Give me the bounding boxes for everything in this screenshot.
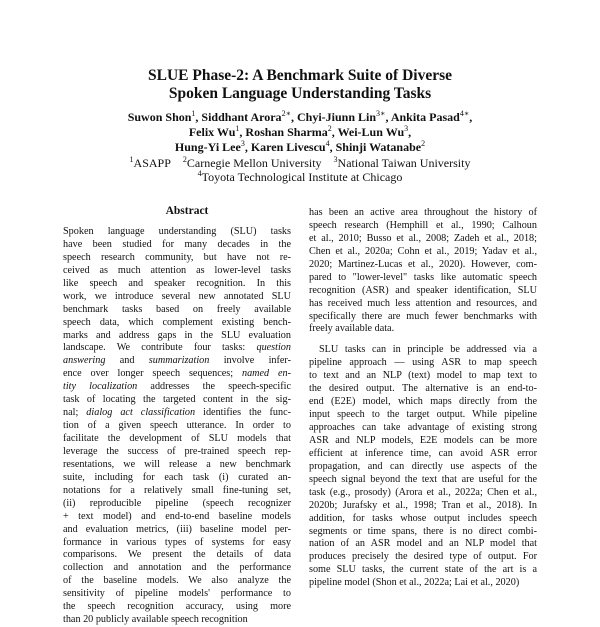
text-line: freely available data. [309, 323, 395, 335]
text-line: notations for a relatively small fine-tuning set, [63, 484, 291, 496]
text-line: et al., 2010; Busso et al., 2008; Zadeh et al., 2018; [309, 232, 537, 244]
text-line: produces precisely the desired type of output. For [309, 551, 537, 563]
author-line-1: Suwon Shon$^1$, Siddhant Arora$^{2∗}$, Chyi-Jiunn Lin$^{3∗}$, Ankita Pasad$^{4∗}$, [127, 109, 473, 124]
author-name: Shinji Watanabe [335, 140, 422, 154]
paragraph-gap [309, 336, 537, 344]
affiliation-mark: 2 [182, 155, 187, 164]
affiliation-mark: 3 [333, 155, 338, 164]
text-line: pipeline approach — using ASR to map speech [309, 357, 537, 369]
author-name: Wei-Lun Wu [337, 125, 405, 139]
text-line: suite, including for each task (i) curated an- [63, 471, 291, 483]
author-name: Felix Wu [188, 125, 236, 139]
author-line-3: Hung-Yi Lee$^3$, Karen Livescu$^4$, Shinji Watanabe$^2$ [174, 139, 426, 154]
author-affiliation-mark: 2∗ [281, 109, 291, 118]
text-line: addition, for tasks whose output includes speech [309, 512, 537, 524]
text-line: ASR and NLP models, E2E models can be more [309, 434, 537, 446]
text-line: leverage the success of pre-trained speech rep- [63, 445, 291, 457]
text-line: 2020b; Jurafsky et al., 1998; Tran et al., 2018). In [309, 499, 537, 511]
abstract-body [63, 226, 291, 627]
affiliation-name: Carnegie Mellon University [186, 156, 322, 170]
author-name: Karen Livescu [250, 140, 326, 154]
text-line: (ii) reproducible pipeline (speech recognizer [63, 497, 291, 509]
text-line: Chen et al., 2020a; Cohn et al., 2019; Yadav et al., [309, 245, 537, 257]
text-line: like speech and speaker recognition. In this [63, 277, 291, 289]
author-name: Hung-Yi Lee [174, 140, 241, 154]
text-line: facilitate the development of SLU models that [63, 433, 291, 444]
author-affiliation-mark: 3 [240, 139, 245, 148]
text-line: marks and address gaps in the SLU evaluation [63, 329, 291, 341]
affiliation-name: National Taiwan University [337, 156, 471, 170]
text-line: end (E2E) model, which maps directly from the [309, 396, 537, 408]
text-line: pipeline model (Shon et al., 2022a; Lai et al., 2020) [309, 577, 520, 589]
author-name: Ankita Pasad [390, 110, 460, 124]
author-affiliation-mark: 3 [404, 124, 409, 133]
affiliation-line-1 [80, 156, 520, 170]
text-line: task of locating the targeted content in the sig- [63, 394, 291, 406]
right-column-body [309, 207, 537, 590]
text-line: formance in various types of systems for easy [63, 536, 291, 548]
text-line: input speech to the target output. While pipeline [309, 409, 537, 421]
text-line: have been studied for many decades in the [63, 238, 291, 250]
affiliation-name: ASAPP [133, 156, 171, 170]
paper-title-line-2: Spoken Language Understanding Tasks [168, 85, 432, 102]
text-line: has received much less attention and resources, and [309, 297, 537, 309]
text-line: the speech recognition accuracy, using more [63, 601, 291, 613]
author-affiliation-mark: 2 [327, 124, 332, 133]
text-line: SLU tasks can in principle be addressed via a [319, 344, 537, 356]
text-line: segments or time spans, there is no direct combi- [309, 525, 537, 537]
text-line: of the baseline models. We also analyze the [63, 575, 291, 587]
text-line: speech research (Hemphill et al., 1990; Calhoun [309, 219, 537, 231]
text-line: specifically there are much fewer benchmarks with [309, 310, 537, 322]
text-line: the desired output. The alternative is an end-to- [309, 383, 537, 395]
text-line: pared to "lower-level" tasks like automatic speech [309, 271, 537, 283]
affiliation-mark: 4 [197, 169, 202, 178]
text-line: comparisons. We present the details of data [63, 549, 291, 561]
text-line: work, we introduce several new annotated SLU [63, 290, 291, 302]
author-affiliation-mark: 4 [325, 139, 330, 148]
text-line: approaches can take advantage of existing strong [309, 422, 537, 433]
text-line: Spoken language understanding (SLU) tasks [63, 226, 291, 237]
text-line: nal; dialog act classification identifies the func- [63, 407, 291, 419]
text-line: sensitivity of pipeline models' performance to [63, 588, 291, 600]
text-line: benchmark tasks based on freely available [63, 303, 291, 315]
text-line: propagation, and can directly use aspects of the [309, 460, 537, 472]
author-line-2: Felix Wu$^1$, Roshan Sharma$^2$, Wei-Lun Wu$^3$, [188, 124, 412, 139]
text-line: speech research community, but have not re- [63, 251, 291, 263]
text-line: landscape. We contribute four tasks: question [63, 342, 291, 354]
affiliation-line-2 [80, 170, 520, 184]
text-line: task (e.g., prosody) (Arora et al., 2022a; Chen et al., [309, 486, 537, 498]
text-line: answering and summarization involve infer- [63, 355, 291, 367]
text-line: efficient at inference time, can avoid ASR error [309, 447, 537, 459]
text-line: + text model) and end-to-end baseline models [63, 510, 291, 522]
text-line: speech data, which complement existing bench- [63, 316, 291, 328]
author-affiliation-mark: 2 [421, 139, 426, 148]
text-line: 2020; Martinez-Lucas et al., 2020). However, com- [309, 258, 537, 270]
author-affiliation-mark: 4∗ [459, 109, 470, 118]
author-affiliation-mark: 1 [191, 109, 196, 118]
text-line: ence over longer speech sequences; named en- [63, 368, 292, 380]
text-line: to text and an NLP (text) model to map text to [309, 370, 537, 382]
text-line: nation of an ASR model and an NLP model that [309, 538, 537, 550]
text-line: ceived as much attention as lower-level tasks [63, 264, 291, 276]
author-affiliation-mark: 1 [235, 124, 240, 133]
text-line: speech signal beyond the text that are useful for the [309, 473, 537, 485]
affiliation-name: Toyota Technological Institute at Chicago [201, 170, 403, 184]
abstract-heading: Abstract [165, 205, 209, 217]
paper-title-line-1: SLUE Phase-2: A Benchmark Suite of Diverse [148, 67, 452, 84]
text-line: resentations, we will release a new benchmark [63, 458, 291, 470]
author-name: Roshan Sharma [245, 125, 328, 139]
affiliation-mark: 1 [129, 155, 134, 164]
text-line: and evaluation metrics, (iii) baseline model per- [63, 523, 291, 535]
author-affiliation-mark: 3∗ [376, 109, 386, 118]
text-line: tion of a given speech utterance. In order to [63, 420, 291, 432]
text-line: some SLU tasks, the current state of the art is a [309, 564, 537, 576]
text-line: than 20 publicly available speech recognition [63, 614, 248, 626]
text-line: has been an active area throughout the history of [309, 207, 537, 218]
author-name: Chyi-Jiunn Lin [297, 110, 377, 124]
author-name: Siddhant Arora [201, 110, 282, 124]
text-line: tity localization addresses the speech-specific [63, 381, 291, 393]
author-name: Suwon Shon [127, 110, 192, 124]
text-line: recognition (ASR) and speaker identification, SLU [309, 284, 537, 296]
text-line: collection and annotation and the performance [63, 562, 291, 574]
